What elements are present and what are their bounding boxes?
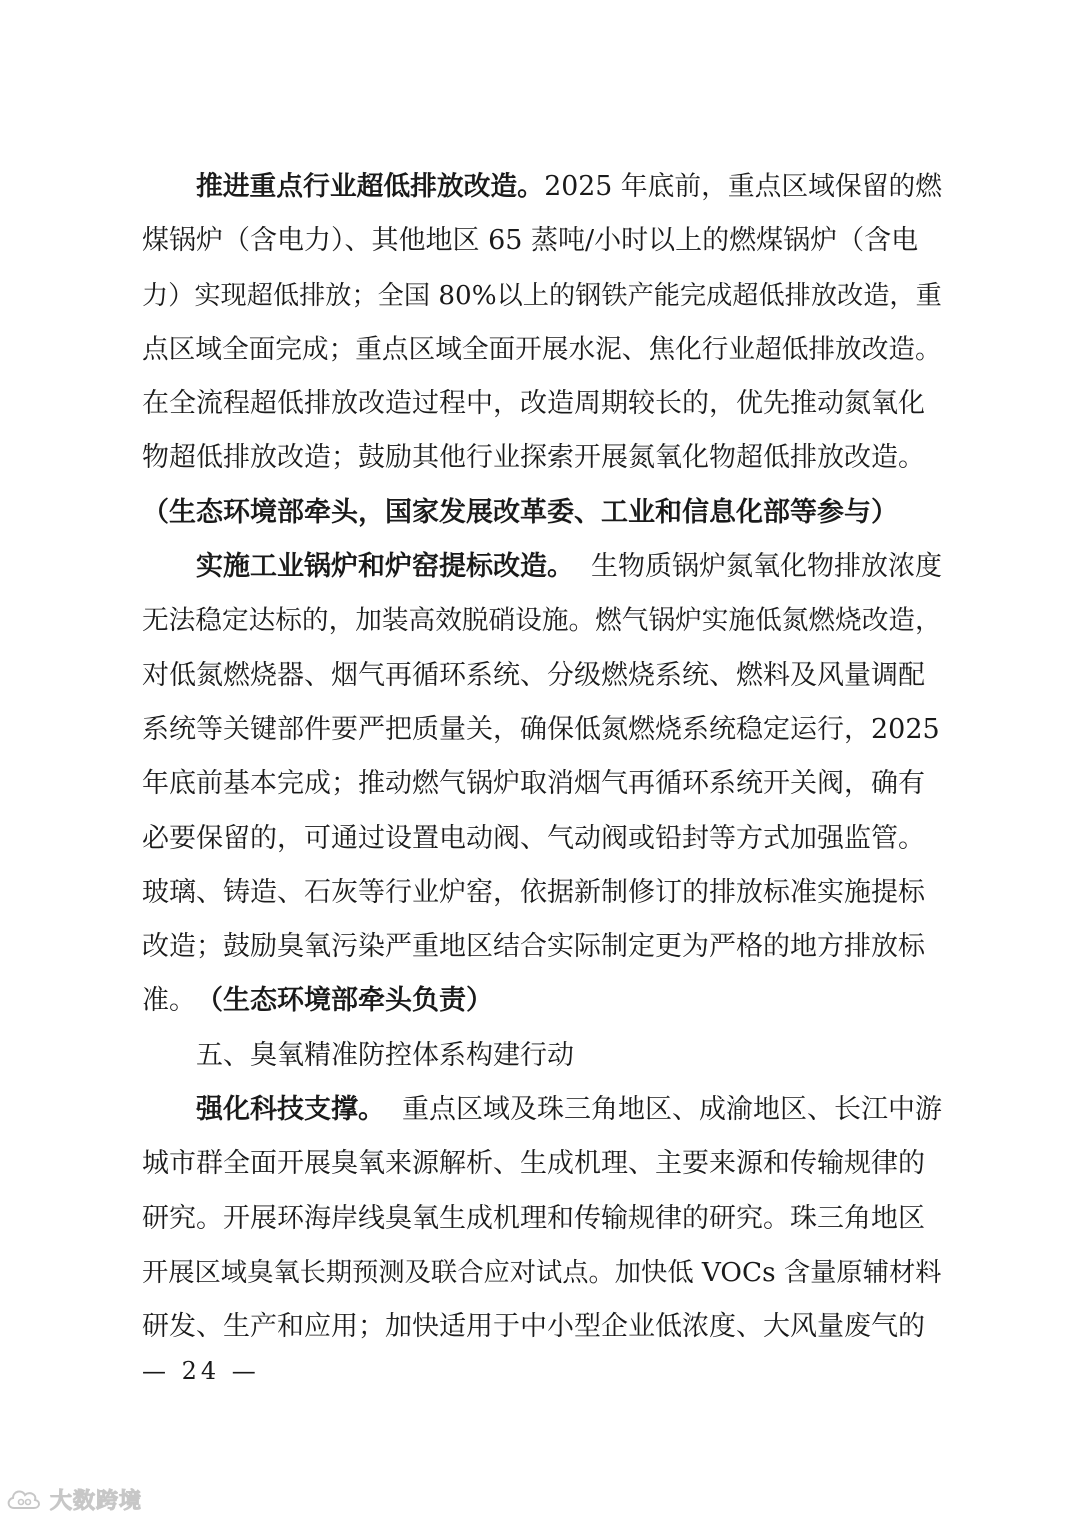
paragraph-line	[142, 269, 942, 323]
paragraph-line	[142, 377, 942, 431]
paragraph-text: 准。	[142, 985, 196, 1017]
paragraph-text: 改造；鼓励臭氧污染严重地区结合实际制定更为严格的地方排放标	[142, 931, 925, 963]
section-heading: 五、臭氧精准防控体系构建行动	[196, 1039, 574, 1071]
paragraph-line	[142, 431, 942, 485]
paragraph-text: 煤锅炉（含电力）、其他地区 65 蒸吨/小时以上的燃煤锅炉（含电	[142, 225, 919, 257]
paragraph-line	[142, 594, 942, 648]
paragraph-text: 2025 年底前，重点区域保留的燃	[544, 171, 942, 202]
watermark	[4, 1484, 142, 1515]
paragraph-text: 系统等关键部件要严把质量关，确保低氮燃烧系统稳定运行，2025	[142, 713, 940, 745]
paragraph-line	[142, 540, 942, 594]
paragraph-line	[142, 1137, 942, 1191]
paragraph-lead-heading: 实施工业锅炉和炉窑提标改造。	[196, 551, 574, 583]
paragraph-text: 无法稳定达标的，加装高效脱硝设施。燃气锅炉实施低氮燃烧改造，	[142, 605, 942, 637]
page-number: — 24 —	[142, 1357, 260, 1385]
paragraph-lead-heading: 强化科技支撑。	[196, 1094, 385, 1126]
cloud-logo-icon	[4, 1486, 44, 1514]
paragraph-line	[142, 214, 942, 268]
paragraph-text: 生物质锅炉氮氧化物排放浓度	[591, 551, 942, 583]
responsible-agencies: （生态环境部牵头负责）	[196, 985, 493, 1017]
paragraph-text: 研究。开展环海岸线臭氧生成机理和传输规律的研究。珠三角地区	[142, 1202, 925, 1234]
paragraph-text: 物超低排放改造；鼓励其他行业探索开展氮氧化物超低排放改造。	[142, 442, 925, 474]
paragraph-line	[142, 920, 942, 974]
paragraph-text: 开展区域臭氧长期预测及联合应对试点。加快低 VOCs 含量原辅材料	[142, 1257, 942, 1288]
paragraph-text: 力）实现超低排放；全国 80%以上的钢铁产能完成超低排放改造，重	[142, 280, 942, 311]
paragraph-text: 研发、生产和应用；加快适用于中小型企业低浓度、大风量废气的	[142, 1311, 925, 1343]
paragraph-text: 必要保留的，可通过设置电动阀、气动阀或铅封等方式加强监管。	[142, 822, 925, 854]
paragraph-line	[142, 757, 942, 811]
paragraph-text: 城市群全面开展臭氧来源解析、生成机理、主要来源和传输规律的	[142, 1148, 925, 1180]
paragraph-line	[142, 1083, 942, 1137]
responsible-agencies: （生态环境部牵头，国家发展改革委、工业和信息化部等参与）	[142, 496, 898, 528]
paragraph-line	[142, 1246, 942, 1300]
paragraph-text: 年底前基本完成；推动燃气锅炉取消烟气再循环系统开关阀，确有	[142, 768, 925, 800]
paragraph-line	[142, 866, 942, 920]
watermark-text: 大数跨境	[50, 1489, 143, 1514]
paragraph-line	[142, 160, 942, 214]
paragraph-line	[142, 1300, 942, 1354]
paragraph-text: 点区域全面完成；重点区域全面开展水泥、焦化行业超低排放改造。	[142, 333, 942, 365]
paragraph-text: 重点区域及珠三角地区、成渝地区、长江中游	[402, 1094, 942, 1126]
paragraph-text: 在全流程超低排放改造过程中，改造周期较长的，优先推动氮氧化	[142, 388, 925, 420]
paragraph-line	[142, 649, 942, 703]
paragraph-line	[142, 323, 942, 377]
paragraph-line	[142, 703, 942, 757]
section-heading-line	[142, 1029, 942, 1083]
paragraph-line	[142, 974, 942, 1028]
paragraph-text: 对低氮燃烧器、烟气再循环系统、分级燃烧系统、燃料及风量调配	[142, 659, 925, 691]
paragraph-line	[142, 486, 942, 540]
paragraph-lead-heading: 推进重点行业超低排放改造。	[196, 171, 544, 202]
paragraph-line	[142, 812, 942, 866]
body-text	[142, 160, 942, 1355]
paragraph-text: 玻璃、铸造、石灰等行业炉窑，依据新制修订的排放标准实施提标	[142, 876, 925, 908]
paragraph-line	[142, 1192, 942, 1246]
